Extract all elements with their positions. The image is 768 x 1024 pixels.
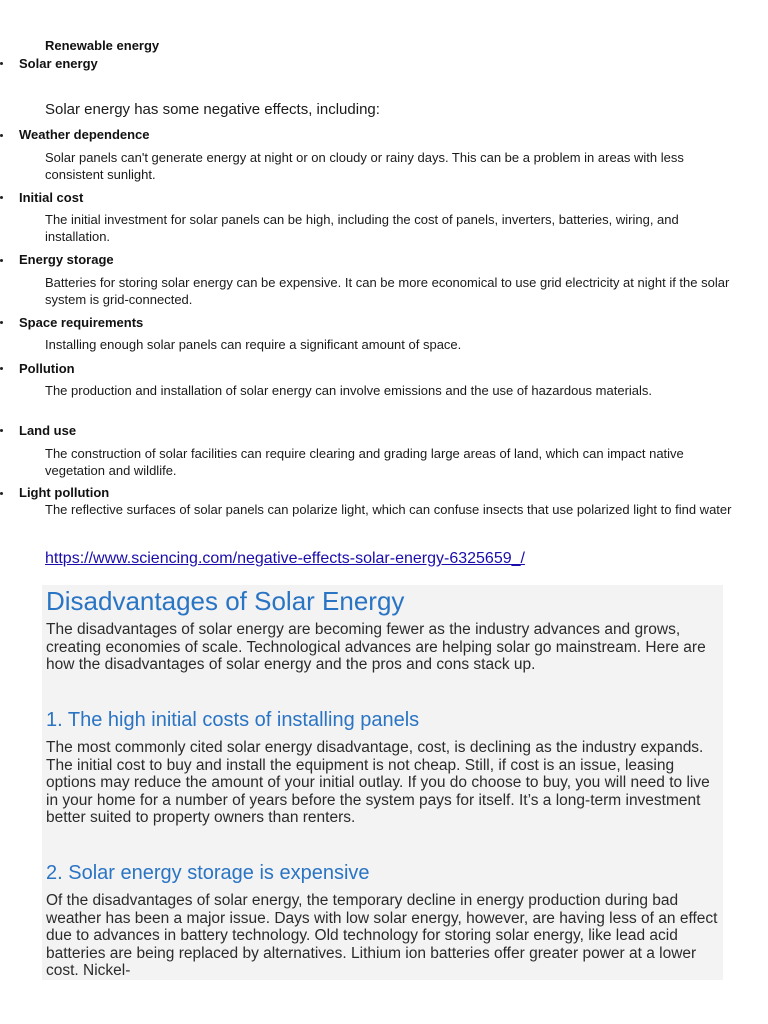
breadcrumb-renewable-energy: Renewable energy — [45, 38, 160, 53]
effect-text: Solar panels can't generate energy at night or on cloudy or rainy days. This can be a problem in areas with less consistent sunlight. — [45, 150, 684, 182]
article-section-text: Of the disadvantages of solar energy, the temporary decline in energy production during bad weather has been a major issue. Days with low solar energy, however, are having less of an effect due to advances in battery technology. Old technology for storing solar energy, like lead acid batteries are being replaced by alternatives. Lithium ion batteries offer greater power at a lower cost. Nickel- — [46, 892, 718, 979]
article-title: Disadvantages of Solar Energy — [46, 586, 405, 616]
effect-heading: Weather dependence — [19, 127, 150, 142]
effect-text: The reflective surfaces of solar panels can polarize light, which can confuse insects that use polarized light to find water — [45, 502, 732, 517]
effect-heading: Pollution — [19, 361, 75, 376]
bullet-icon — [0, 134, 3, 137]
effect-heading: Initial cost — [19, 190, 84, 205]
bullet-icon — [0, 429, 3, 432]
article-section-heading: 2. Solar energy storage is expensive — [46, 862, 370, 884]
bullet-icon — [0, 367, 3, 370]
intro-text: Solar energy has some negative effects, including: — [45, 101, 380, 118]
source-link[interactable]: https://www.sciencing.com/negative-effects-solar-energy-6325659_/ — [45, 550, 525, 567]
bullet-icon — [0, 62, 3, 65]
article-section-text: The most commonly cited solar energy disadvantage, cost, is declining as the industry expands. The initial cost to buy and install the equipment is not cheap. Still, if cost is an issue, leasing options may reduce the amount of your initial outlay. If you do choose to buy, you will need to live in your home for a number of years before the system pays for itself. It’s a long-term investment better suited to property owners than renters. — [46, 739, 710, 826]
effect-heading: Land use — [19, 423, 77, 438]
article-panel — [42, 585, 723, 980]
article-section-heading: 1. The high initial costs of installing panels — [46, 709, 420, 731]
article-intro: The disadvantages of solar energy are becoming fewer as the industry advances and grows, creating economies of scale. Technological advances are helping solar go mainstream. Here are how the disadvantages of solar energy and the pros and cons stack up. — [46, 621, 706, 673]
effect-text: The initial investment for solar panels can be high, including the cost of panels, inverters, batteries, wiring, and installation. — [45, 212, 679, 244]
effect-text: Installing enough solar panels can require a significant amount of space. — [45, 337, 462, 352]
effect-text: Batteries for storing solar energy can be expensive. It can be more economical to use grid electricity at night if the solar system is grid-connected. — [45, 275, 730, 307]
effect-text: The production and installation of solar energy can involve emissions and the use of hazardous materials. — [45, 383, 653, 398]
effect-heading: Light pollution — [19, 485, 110, 500]
bullet-icon — [0, 259, 3, 262]
effect-heading: Space requirements — [19, 315, 144, 330]
effect-text: The construction of solar facilities can require clearing and grading large areas of land, which can impact native vegetation and wildlife. — [45, 446, 684, 478]
bullet-icon — [0, 321, 3, 324]
breadcrumb-solar-energy: Solar energy — [19, 56, 98, 71]
effect-heading: Energy storage — [19, 252, 114, 267]
bullet-icon — [0, 492, 3, 495]
bullet-icon — [0, 196, 3, 199]
